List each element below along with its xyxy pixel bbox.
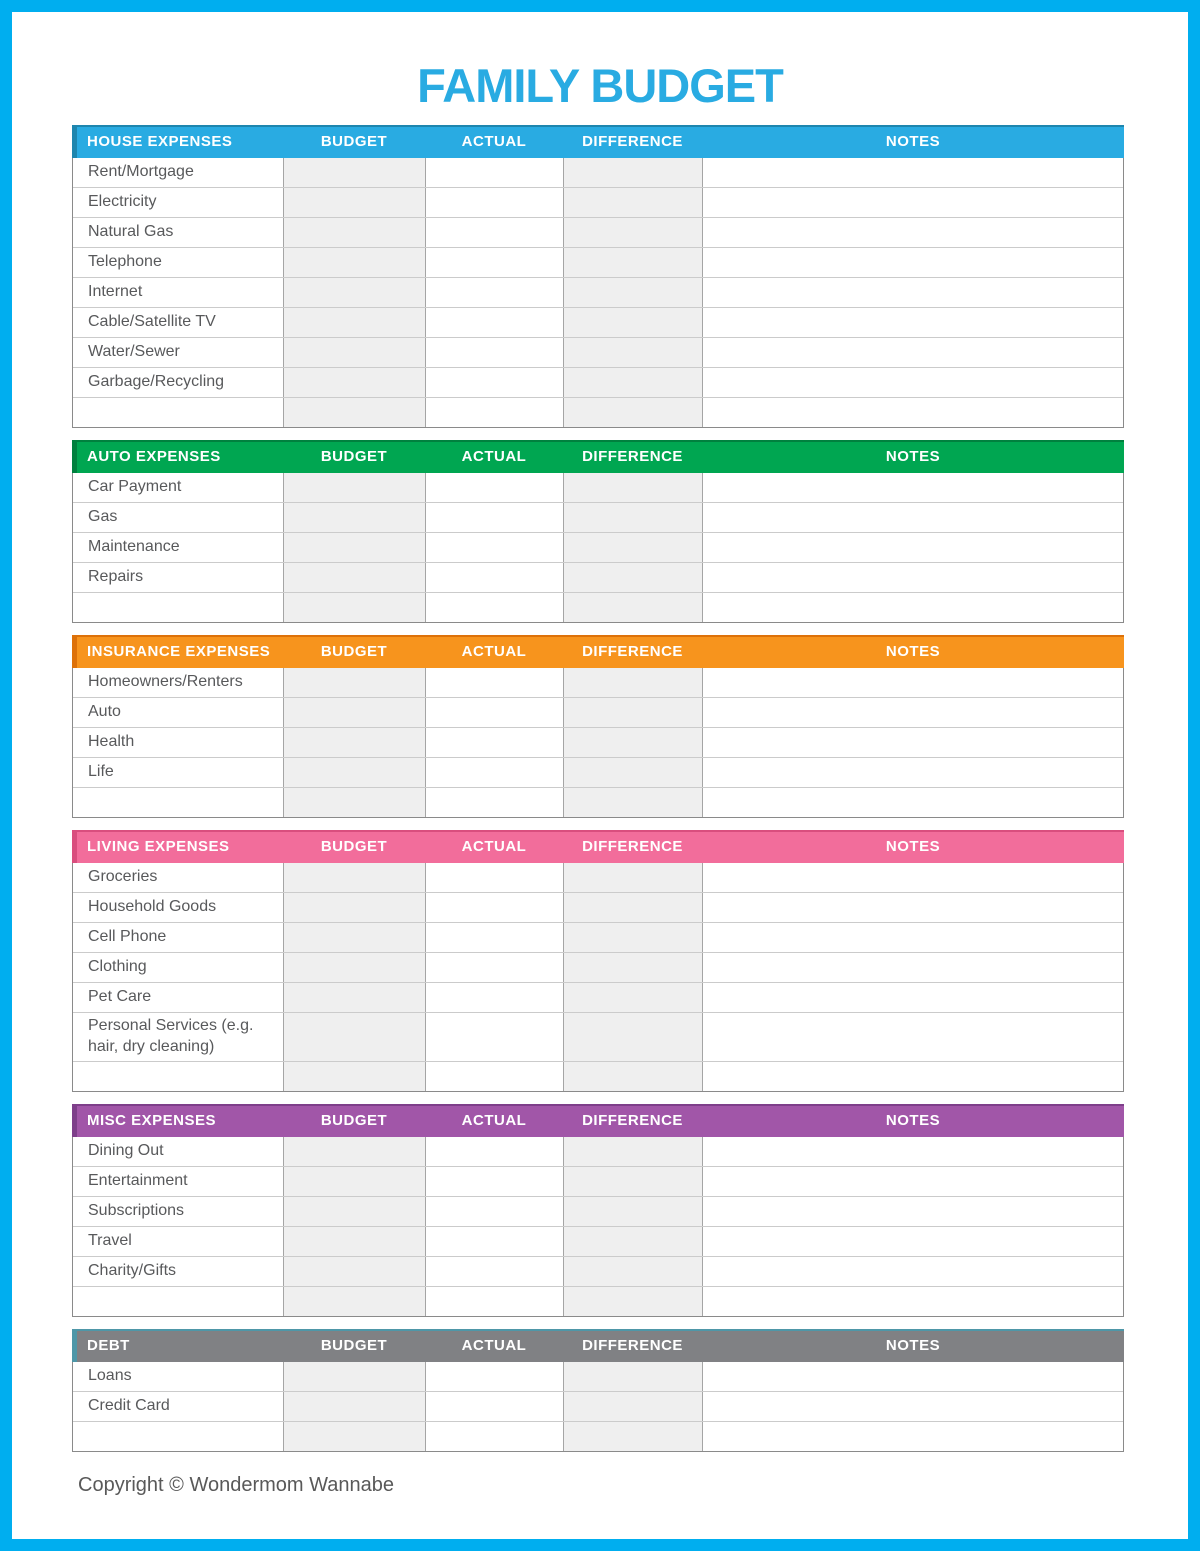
row-label [73, 1422, 283, 1451]
section-table [72, 158, 1124, 428]
budget-cell [283, 698, 425, 727]
notes-cell [702, 1137, 1123, 1166]
column-header-difference: DIFFERENCE [582, 1336, 683, 1354]
difference-cell [563, 983, 702, 1012]
difference-cell [563, 308, 702, 337]
actual-cell [425, 158, 563, 187]
column-header-actual: ACTUAL [461, 448, 527, 465]
difference-cell [563, 668, 702, 697]
notes-cell [702, 788, 1123, 817]
row-label: Electricity [73, 188, 283, 217]
actual-cell [425, 188, 563, 217]
difference-cell [563, 563, 702, 592]
notes-cell [702, 1167, 1123, 1196]
actual-cell [425, 473, 563, 502]
column-header-budget: BUDGET [320, 1336, 388, 1354]
row-label: Health [73, 728, 283, 757]
actual-cell [425, 698, 563, 727]
actual-cell [425, 1392, 563, 1421]
notes-cell [702, 1392, 1123, 1421]
difference-cell [563, 788, 702, 817]
budget-cell [283, 983, 425, 1012]
table-row-gas [73, 503, 1123, 533]
actual-cell [425, 728, 563, 757]
row-label: Gas [73, 503, 283, 532]
row-label: Household Goods [73, 893, 283, 922]
difference-cell [563, 533, 702, 562]
row-label: Cell Phone [73, 923, 283, 952]
actual-cell [425, 668, 563, 697]
row-label: Dining Out [73, 1137, 283, 1166]
actual-cell [425, 1422, 563, 1451]
column-header-notes: NOTES [885, 448, 941, 465]
budget-cell [283, 1287, 425, 1316]
table-row-car-payment [73, 473, 1123, 503]
actual-cell [425, 563, 563, 592]
budget-cell [283, 788, 425, 817]
actual-cell [425, 1227, 563, 1256]
budget-cell [283, 923, 425, 952]
notes-cell [702, 1257, 1123, 1286]
difference-cell [563, 893, 702, 922]
budget-cell [283, 473, 425, 502]
notes-cell [702, 278, 1123, 307]
row-label: Travel [73, 1227, 283, 1256]
section-accent-strip [72, 1104, 77, 1137]
table-row-health [73, 728, 1123, 758]
section-accent-strip [72, 830, 77, 863]
notes-cell [702, 863, 1123, 892]
column-header-notes: NOTES [885, 133, 941, 150]
actual-cell [425, 1137, 563, 1166]
actual-cell [425, 923, 563, 952]
table-row-cell-phone [73, 923, 1123, 953]
budget-section-auto-expenses [72, 440, 1124, 623]
actual-cell [425, 983, 563, 1012]
section-table [72, 863, 1124, 1092]
budget-section-debt [72, 1329, 1124, 1452]
notes-cell [702, 698, 1123, 727]
row-label: Credit Card [73, 1392, 283, 1421]
table-row-rent-mortgage [73, 158, 1123, 188]
actual-cell [425, 893, 563, 922]
difference-cell [563, 1167, 702, 1196]
difference-cell [563, 1013, 702, 1061]
table-row-water-sewer [73, 338, 1123, 368]
table-row-charity-gifts [73, 1257, 1123, 1287]
row-label: Entertainment [73, 1167, 283, 1196]
table-row-garbage-recycling [73, 368, 1123, 398]
budget-cell [283, 1197, 425, 1226]
section-accent-strip [72, 635, 77, 668]
table-row-telephone [73, 248, 1123, 278]
table-row-homeowners-renters [73, 668, 1123, 698]
notes-cell [702, 1013, 1123, 1061]
table-row-blank [73, 593, 1123, 622]
notes-cell [702, 923, 1123, 952]
budget-cell [283, 1137, 425, 1166]
difference-cell [563, 698, 702, 727]
column-header-actual: ACTUAL [461, 1336, 527, 1354]
copyright-text: Copyright © Wondermom Wannabe [78, 1473, 394, 1496]
table-row-blank [73, 1422, 1123, 1451]
budget-cell [283, 1422, 425, 1451]
row-label [73, 593, 283, 622]
table-row-pet-care [73, 983, 1123, 1013]
actual-cell [425, 398, 563, 427]
table-row-electricity [73, 188, 1123, 218]
budget-cell [283, 188, 425, 217]
table-row-natural-gas [73, 218, 1123, 248]
budget-cell [283, 308, 425, 337]
difference-cell [563, 953, 702, 982]
section-accent-strip [72, 125, 77, 158]
budget-cell [283, 278, 425, 307]
table-row-internet [73, 278, 1123, 308]
actual-cell [425, 278, 563, 307]
budget-section-house-expenses [72, 125, 1124, 428]
column-header-budget: BUDGET [320, 838, 388, 855]
actual-cell [425, 1062, 563, 1091]
row-label [73, 1062, 283, 1091]
budget-cell [283, 1257, 425, 1286]
budget-cell [283, 1013, 425, 1061]
row-label: Pet Care [73, 983, 283, 1012]
section-title: DEBT [87, 1336, 130, 1354]
row-label [73, 788, 283, 817]
table-row-cable-satellite-tv [73, 308, 1123, 338]
notes-cell [702, 758, 1123, 787]
actual-cell [425, 503, 563, 532]
row-label: Repairs [73, 563, 283, 592]
difference-cell [563, 158, 702, 187]
section-title: MISC EXPENSES [87, 1111, 217, 1129]
actual-cell [425, 1362, 563, 1391]
actual-cell [425, 1167, 563, 1196]
notes-cell [702, 473, 1123, 502]
notes-cell [702, 1062, 1123, 1091]
row-label: Auto [73, 698, 283, 727]
row-label [73, 1287, 283, 1316]
difference-cell [563, 1392, 702, 1421]
row-label: Maintenance [73, 533, 283, 562]
budget-cell [283, 1362, 425, 1391]
difference-cell [563, 863, 702, 892]
section-title: AUTO EXPENSES [87, 448, 221, 465]
notes-cell [702, 668, 1123, 697]
difference-cell [563, 593, 702, 622]
column-header-budget: BUDGET [320, 448, 388, 465]
notes-cell [702, 218, 1123, 247]
notes-cell [702, 1362, 1123, 1391]
table-row-repairs [73, 563, 1123, 593]
table-row-blank [73, 398, 1123, 427]
section-header-living-expenses [72, 830, 1124, 863]
table-row-maintenance [73, 533, 1123, 563]
actual-cell [425, 788, 563, 817]
notes-cell [702, 563, 1123, 592]
column-header-actual: ACTUAL [461, 1111, 527, 1129]
table-row-subscriptions [73, 1197, 1123, 1227]
notes-cell [702, 1422, 1123, 1451]
table-row-loans [73, 1362, 1123, 1392]
row-label: Homeowners/Renters [73, 668, 283, 697]
row-label: Subscriptions [73, 1197, 283, 1226]
section-header-insurance-expenses [72, 635, 1124, 668]
notes-cell [702, 593, 1123, 622]
table-row-household-goods [73, 893, 1123, 923]
difference-cell [563, 1362, 702, 1391]
column-header-actual: ACTUAL [461, 643, 527, 660]
section-table [72, 668, 1124, 818]
notes-cell [702, 1287, 1123, 1316]
budget-cell [283, 953, 425, 982]
column-header-difference: DIFFERENCE [582, 1111, 683, 1129]
table-row-auto [73, 698, 1123, 728]
row-label: Internet [73, 278, 283, 307]
section-header-auto-expenses [72, 440, 1124, 473]
difference-cell [563, 1062, 702, 1091]
actual-cell [425, 593, 563, 622]
notes-cell [702, 338, 1123, 367]
column-header-notes: NOTES [885, 1336, 941, 1354]
row-label: Loans [73, 1362, 283, 1391]
budget-cell [283, 863, 425, 892]
budget-cell [283, 398, 425, 427]
section-table [72, 1137, 1124, 1317]
actual-cell [425, 758, 563, 787]
row-label: Water/Sewer [73, 338, 283, 367]
difference-cell [563, 1197, 702, 1226]
actual-cell [425, 863, 563, 892]
budget-cell [283, 503, 425, 532]
budget-cell [283, 563, 425, 592]
actual-cell [425, 1257, 563, 1286]
notes-cell [702, 893, 1123, 922]
actual-cell [425, 1287, 563, 1316]
row-label: Clothing [73, 953, 283, 982]
column-header-budget: BUDGET [320, 1111, 388, 1129]
row-label: Car Payment [73, 473, 283, 502]
table-row-personal-services-e-g-hair-dry-cleaning [73, 1013, 1123, 1062]
section-title: LIVING EXPENSES [87, 838, 230, 855]
budget-cell [283, 1392, 425, 1421]
difference-cell [563, 728, 702, 757]
row-label: Telephone [73, 248, 283, 277]
column-header-actual: ACTUAL [461, 838, 527, 855]
row-label [73, 398, 283, 427]
row-label: Natural Gas [73, 218, 283, 247]
difference-cell [563, 473, 702, 502]
section-header-debt [72, 1329, 1124, 1362]
section-accent-strip [72, 440, 77, 473]
notes-cell [702, 503, 1123, 532]
actual-cell [425, 1013, 563, 1061]
column-header-actual: ACTUAL [461, 133, 527, 150]
actual-cell [425, 338, 563, 367]
budget-section-misc-expenses [72, 1104, 1124, 1317]
notes-cell [702, 248, 1123, 277]
budget-cell [283, 893, 425, 922]
difference-cell [563, 923, 702, 952]
table-row-life [73, 758, 1123, 788]
section-title: HOUSE EXPENSES [87, 133, 233, 150]
table-row-entertainment [73, 1167, 1123, 1197]
actual-cell [425, 308, 563, 337]
budget-cell [283, 368, 425, 397]
section-header-house-expenses [72, 125, 1124, 158]
table-row-travel [73, 1227, 1123, 1257]
row-label: Garbage/Recycling [73, 368, 283, 397]
table-row-blank [73, 1062, 1123, 1091]
actual-cell [425, 218, 563, 247]
row-label: Rent/Mortgage [73, 158, 283, 187]
page-title: FAMILY BUDGET [417, 59, 783, 112]
actual-cell [425, 533, 563, 562]
notes-cell [702, 158, 1123, 187]
column-header-budget: BUDGET [320, 133, 388, 150]
difference-cell [563, 398, 702, 427]
column-header-notes: NOTES [885, 643, 941, 660]
budget-cell [283, 218, 425, 247]
budget-cell [283, 758, 425, 787]
actual-cell [425, 1197, 563, 1226]
actual-cell [425, 953, 563, 982]
difference-cell [563, 218, 702, 247]
budget-cell [283, 668, 425, 697]
column-header-difference: DIFFERENCE [582, 448, 683, 465]
table-row-credit-card [73, 1392, 1123, 1422]
column-header-budget: BUDGET [320, 643, 388, 660]
row-label: Life [73, 758, 283, 787]
table-row-blank [73, 1287, 1123, 1316]
table-row-groceries [73, 863, 1123, 893]
budget-sections [72, 125, 1124, 1452]
notes-cell [702, 728, 1123, 757]
actual-cell [425, 248, 563, 277]
difference-cell [563, 1287, 702, 1316]
table-row-clothing [73, 953, 1123, 983]
column-header-notes: NOTES [885, 1111, 941, 1129]
notes-cell [702, 368, 1123, 397]
section-table [72, 473, 1124, 623]
notes-cell [702, 308, 1123, 337]
budget-section-insurance-expenses [72, 635, 1124, 818]
row-label: Charity/Gifts [73, 1257, 283, 1286]
table-row-dining-out [73, 1137, 1123, 1167]
actual-cell [425, 368, 563, 397]
column-header-difference: DIFFERENCE [582, 133, 683, 150]
difference-cell [563, 1257, 702, 1286]
budget-cell [283, 533, 425, 562]
section-title: INSURANCE EXPENSES [87, 643, 271, 660]
section-table [72, 1362, 1124, 1452]
notes-cell [702, 188, 1123, 217]
notes-cell [702, 1197, 1123, 1226]
difference-cell [563, 368, 702, 397]
notes-cell [702, 398, 1123, 427]
row-label: Groceries [73, 863, 283, 892]
budget-cell [283, 728, 425, 757]
budget-cell [283, 1227, 425, 1256]
budget-cell [283, 338, 425, 367]
section-header-misc-expenses [72, 1104, 1124, 1137]
budget-cell [283, 158, 425, 187]
column-header-difference: DIFFERENCE [582, 643, 683, 660]
budget-cell [283, 1167, 425, 1196]
table-row-blank [73, 788, 1123, 817]
notes-cell [702, 953, 1123, 982]
notes-cell [702, 533, 1123, 562]
budget-cell [283, 593, 425, 622]
row-label: Cable/Satellite TV [73, 308, 283, 337]
difference-cell [563, 338, 702, 367]
notes-cell [702, 983, 1123, 1012]
difference-cell [563, 188, 702, 217]
difference-cell [563, 1422, 702, 1451]
difference-cell [563, 503, 702, 532]
difference-cell [563, 248, 702, 277]
budget-section-living-expenses [72, 830, 1124, 1092]
column-header-difference: DIFFERENCE [582, 838, 683, 855]
difference-cell [563, 1137, 702, 1166]
section-accent-strip [72, 1329, 77, 1362]
difference-cell [563, 1227, 702, 1256]
notes-cell [702, 1227, 1123, 1256]
budget-cell [283, 248, 425, 277]
budget-cell [283, 1062, 425, 1091]
difference-cell [563, 278, 702, 307]
difference-cell [563, 758, 702, 787]
column-header-notes: NOTES [885, 838, 941, 855]
row-label: Personal Services (e.g. hair, dry cleaning) [73, 1013, 283, 1061]
